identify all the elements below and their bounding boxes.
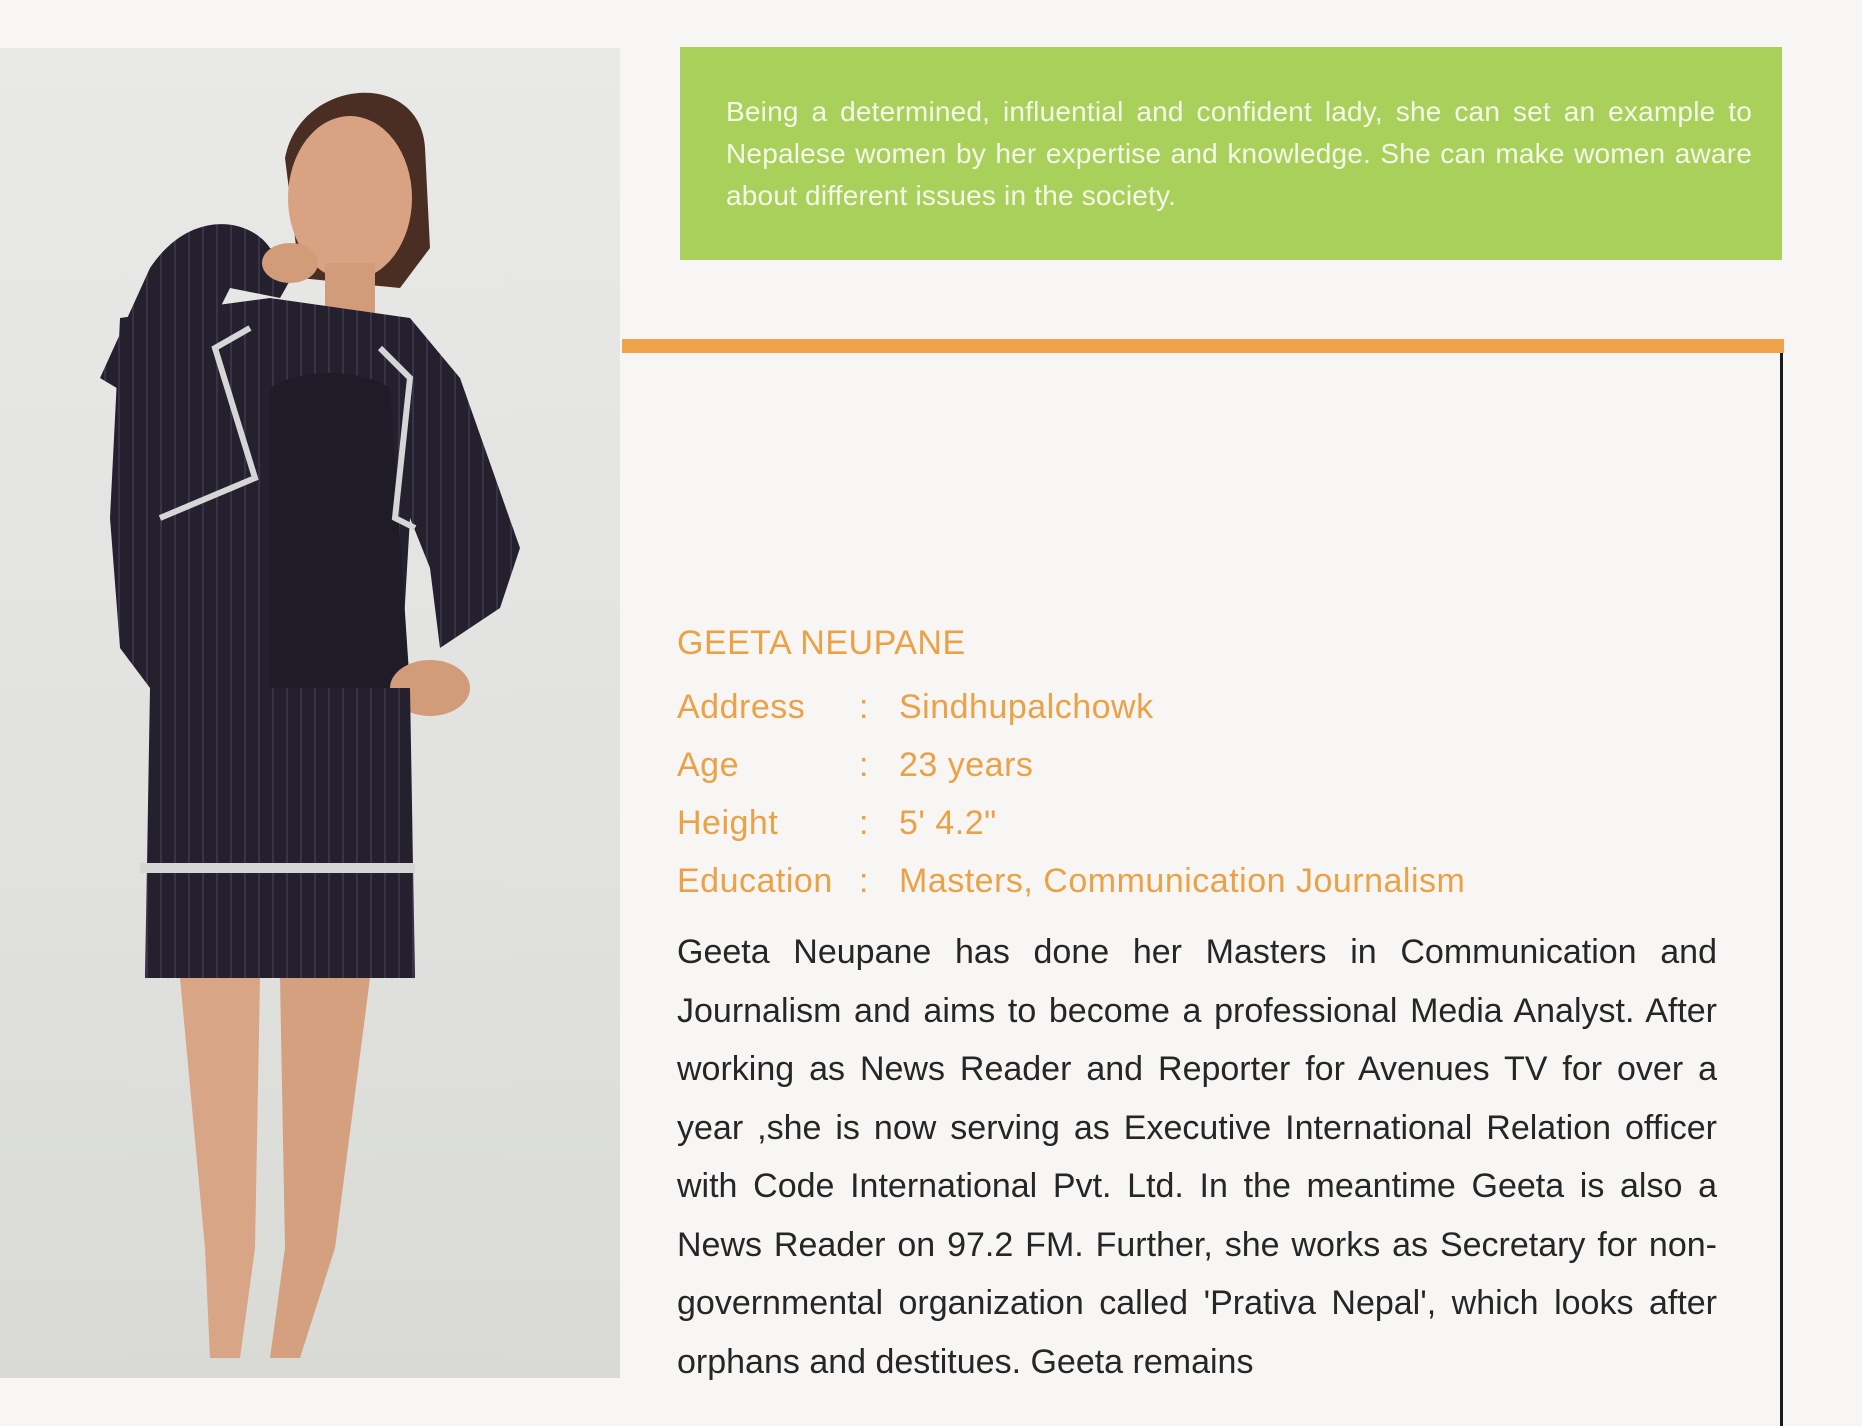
portrait-photo (0, 48, 620, 1378)
info-value: 23 years (899, 746, 1034, 784)
portrait-illustration (0, 48, 620, 1378)
info-row-height (677, 794, 1737, 852)
profile-name: GEETA NEUPANE (677, 624, 966, 662)
info-label: Height (677, 804, 779, 842)
info-label: Age (677, 746, 739, 784)
info-separator: : (859, 804, 869, 842)
info-value: Masters, Communication Journalism (899, 862, 1466, 900)
info-separator: : (859, 688, 869, 726)
vertical-divider (1780, 353, 1783, 1426)
info-value: 5' 4.2" (899, 804, 997, 842)
quote-text: Being a determined, influential and confident lady, she can set an example to Nepalese women by her expertise and knowledge. She can make women aware about different issues in the society. (726, 96, 1752, 211)
quote-box (680, 47, 1782, 260)
info-separator: : (859, 862, 869, 900)
orange-divider (622, 339, 1784, 353)
bio-paragraph: Geeta Neupane has done her Masters in Communication and Journalism and aims to become a professional Media Analyst. After working as News Reader and Reporter for Avenues TV for over a year ,she is now serving as Executive International Relation officer with Code International Pvt. Ltd. In the meantime Geeta is also a News Reader on 97.2 FM. Further, she works as Secretary for non-governmental organization called 'Prativa Nepal', which looks after orphans and destitues. Geeta remains (677, 933, 1717, 1381)
info-label: Address (677, 688, 806, 726)
info-row-age (677, 736, 1737, 794)
info-row-address (677, 678, 1737, 736)
profile-details (677, 620, 1737, 910)
info-separator: : (859, 746, 869, 784)
info-row-education (677, 852, 1737, 910)
info-label: Education (677, 862, 833, 900)
info-value: Sindhupalchowk (899, 688, 1154, 726)
